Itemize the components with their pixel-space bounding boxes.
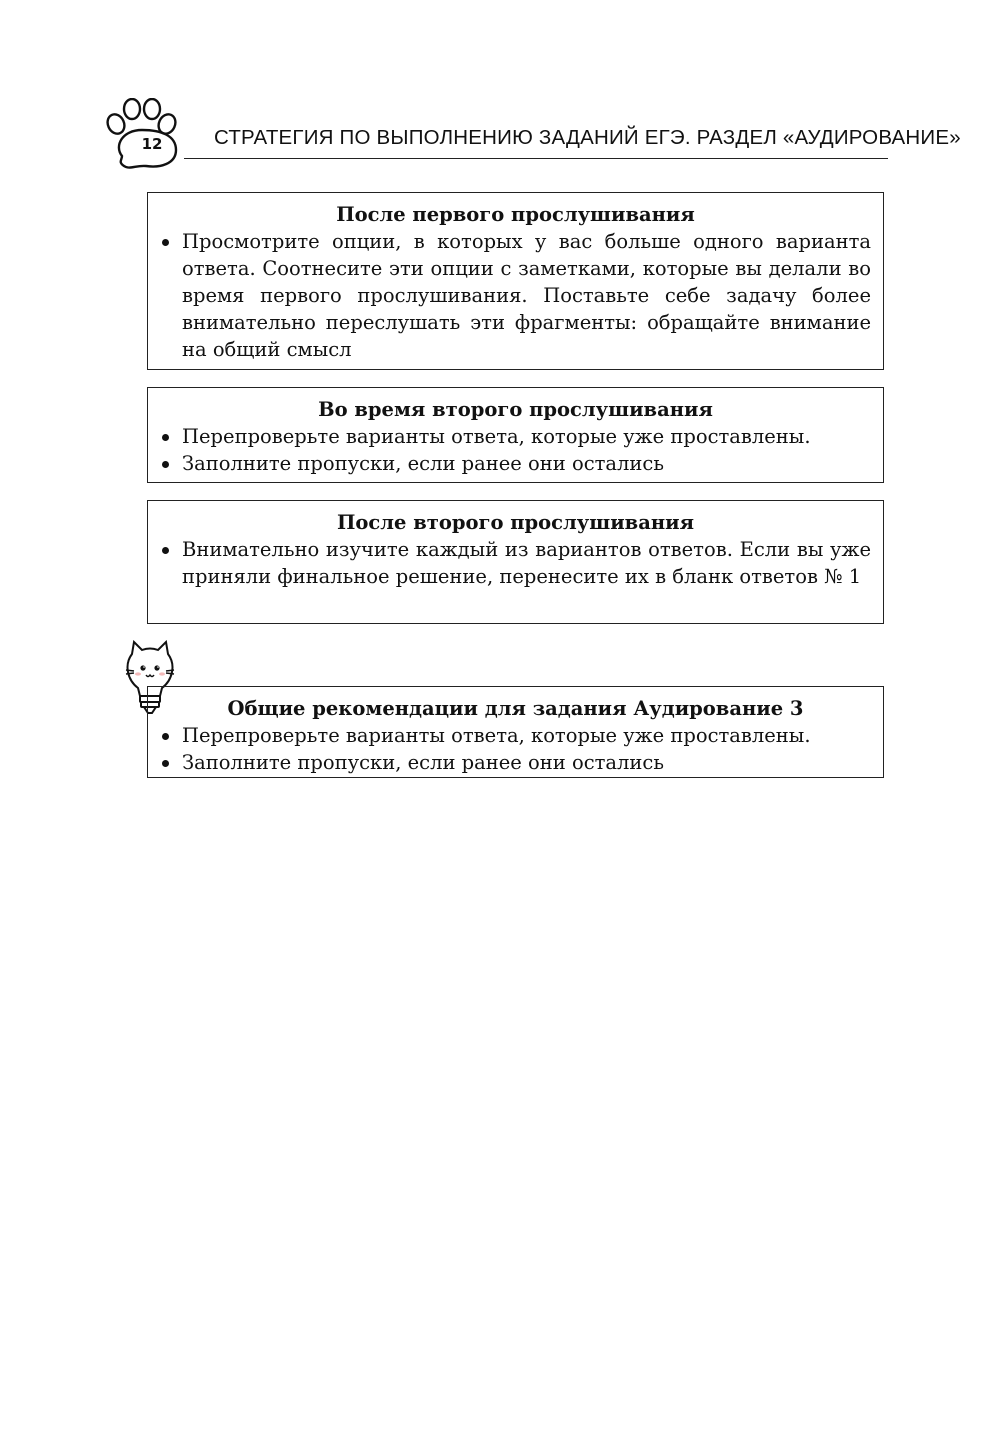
list-item: Перепроверьте варианты ответа, которые уже проставлены. [160, 722, 871, 749]
bullet-list [160, 722, 871, 776]
list-item: Внимательно изучите каждый из вариантов ответов. Если вы уже приняли финальное решение, перенесите их в бланк ответов № 1 [160, 536, 871, 590]
step-box-after-first-listening [147, 192, 884, 370]
box-title: После первого прослушивания [336, 203, 695, 226]
bullet-list [160, 228, 871, 363]
step-box-after-second-listening [147, 500, 884, 624]
general-recommendations-box [147, 686, 884, 778]
box-title: После второго прослушивания [336, 511, 695, 534]
running-title: СТРАТЕГИЯ ПО ВЫПОЛНЕНИЮ ЗАДАНИЙ ЕГЭ. РАЗДЕЛ «АУДИРОВАНИЕ» [214, 126, 961, 149]
page-header [100, 98, 961, 178]
box-title: Общие рекомендации для задания Аудирование 3 [227, 697, 804, 720]
page-number: 12 [141, 135, 163, 153]
list-item: Просмотрите опции, в которых у вас больше одного варианта ответа. Соотнесите эти опции с заметками, которые вы делали во время первого прослушивания. Поставьте себе задачу более внимательно переслушать эти фрагменты: обращайте внимание на общий смысл [160, 228, 871, 363]
list-item: Заполните пропуски, если ранее они остались [160, 749, 871, 776]
bullet-list [160, 536, 871, 590]
list-item: Перепроверьте варианты ответа, которые уже проставлены. [160, 423, 871, 450]
step-box-during-second-listening [147, 387, 884, 483]
box-title: Во время второго прослушивания [318, 398, 713, 421]
bullet-list [160, 423, 871, 477]
list-item: Заполните пропуски, если ранее они остались [160, 450, 871, 477]
header-rule [184, 158, 888, 159]
